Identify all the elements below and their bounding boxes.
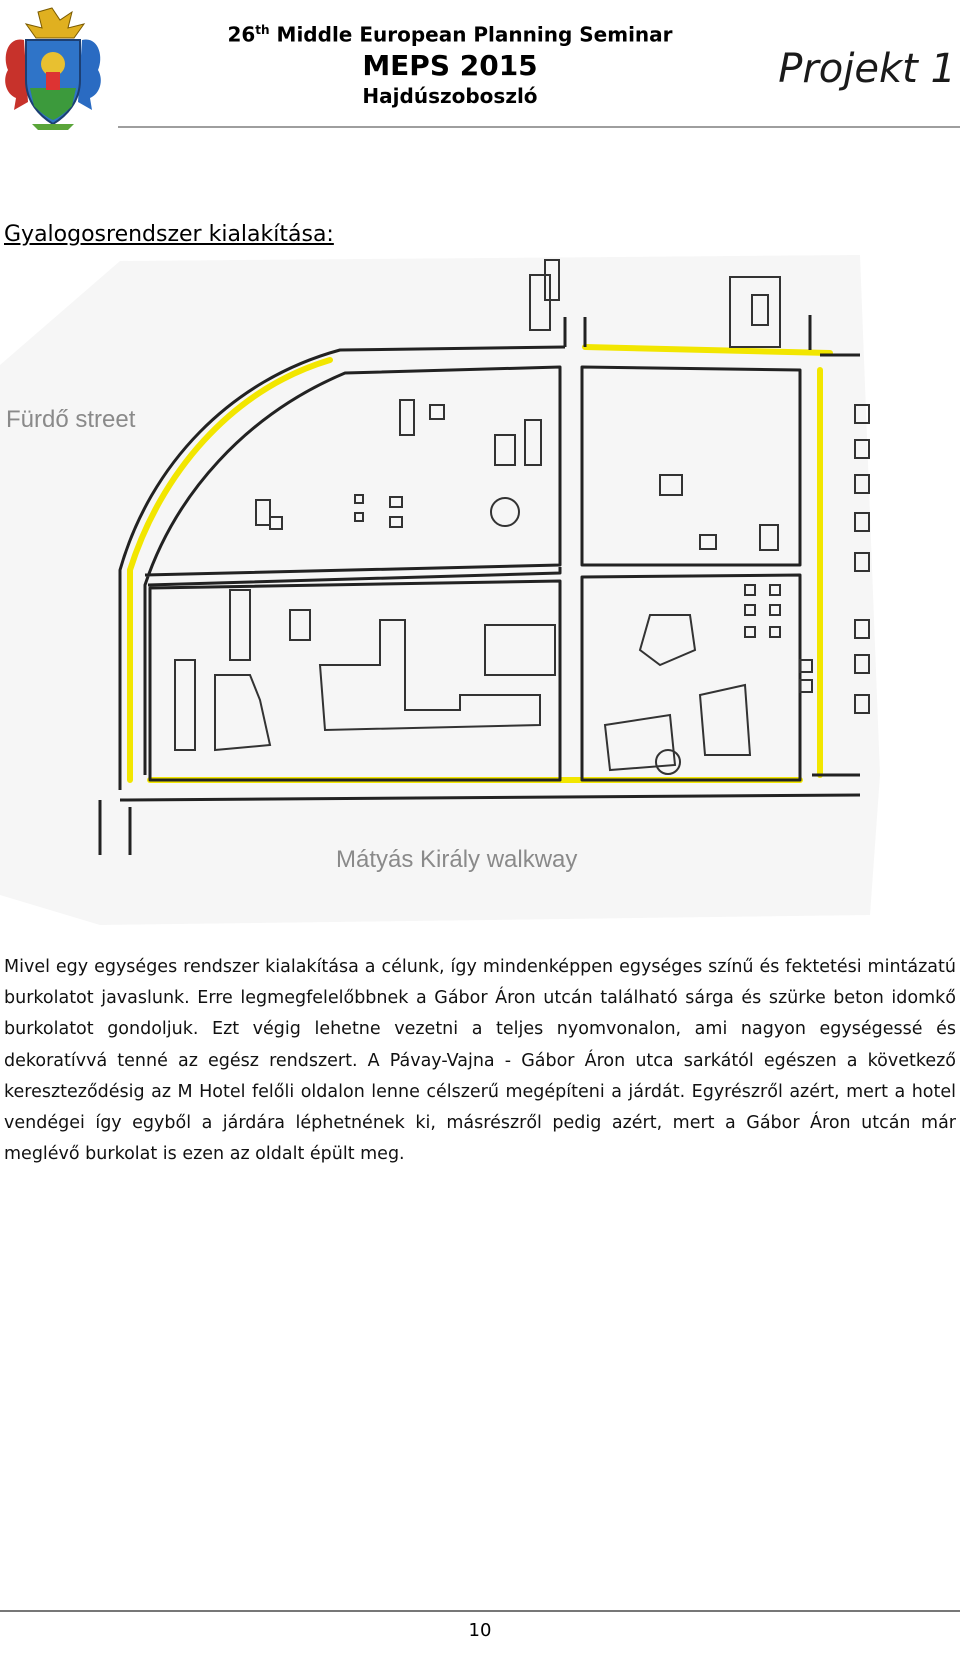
page-number: 10 [468,1620,492,1641]
seminar-ordinal: 26 [227,22,256,47]
coat-of-arms-icon [2,6,104,132]
event-city: Hajdúszoboszló [362,83,538,108]
map-label-street: Fürdő street [6,406,136,433]
event-name: MEPS 2015 [362,48,538,82]
page-header [0,0,960,130]
seminar-title [180,16,720,109]
site-plan-map [0,255,960,935]
project-label: Projekt 1 [778,46,956,92]
seminar-ordinal-suffix: th [255,23,270,37]
header-divider [118,126,960,128]
body-paragraph: Mivel egy egységes rendszer kialakítása a célunk, így mindenképpen egységes színű és fektetési mintázatú burkolatot javaslunk. Erre legmegfelelőbbnek a Gábor Áron utcán található sárga és szürke beton idomkő burkolatot gondoljuk. Ezt végig lehetne vezetni a teljes nyomvonalon, ami nagyon egységessé és dekoratívvá tenné az egész rendszert. A Pávay-Vajna - Gábor Áron utca sarkától egészen a következő kereszteződésig az M Hotel felőli oldalon lenne célszerű megépíteni a járdát. Egyrészről azért, mert a hotel vendégei így egyből a járdára léphetnének ki, másrészről pedig azért, mert a Gábor Áron utcán már meglévő burkolat is ezen az oldalt épült meg. [4,957,956,1165]
section-title: Gyalogosrendszer kialakítása: [4,222,334,247]
map-label-walkway: Mátyás Király walkway [336,846,578,873]
footer-divider [0,1610,960,1612]
seminar-name: Middle European Planning Seminar [276,22,673,47]
